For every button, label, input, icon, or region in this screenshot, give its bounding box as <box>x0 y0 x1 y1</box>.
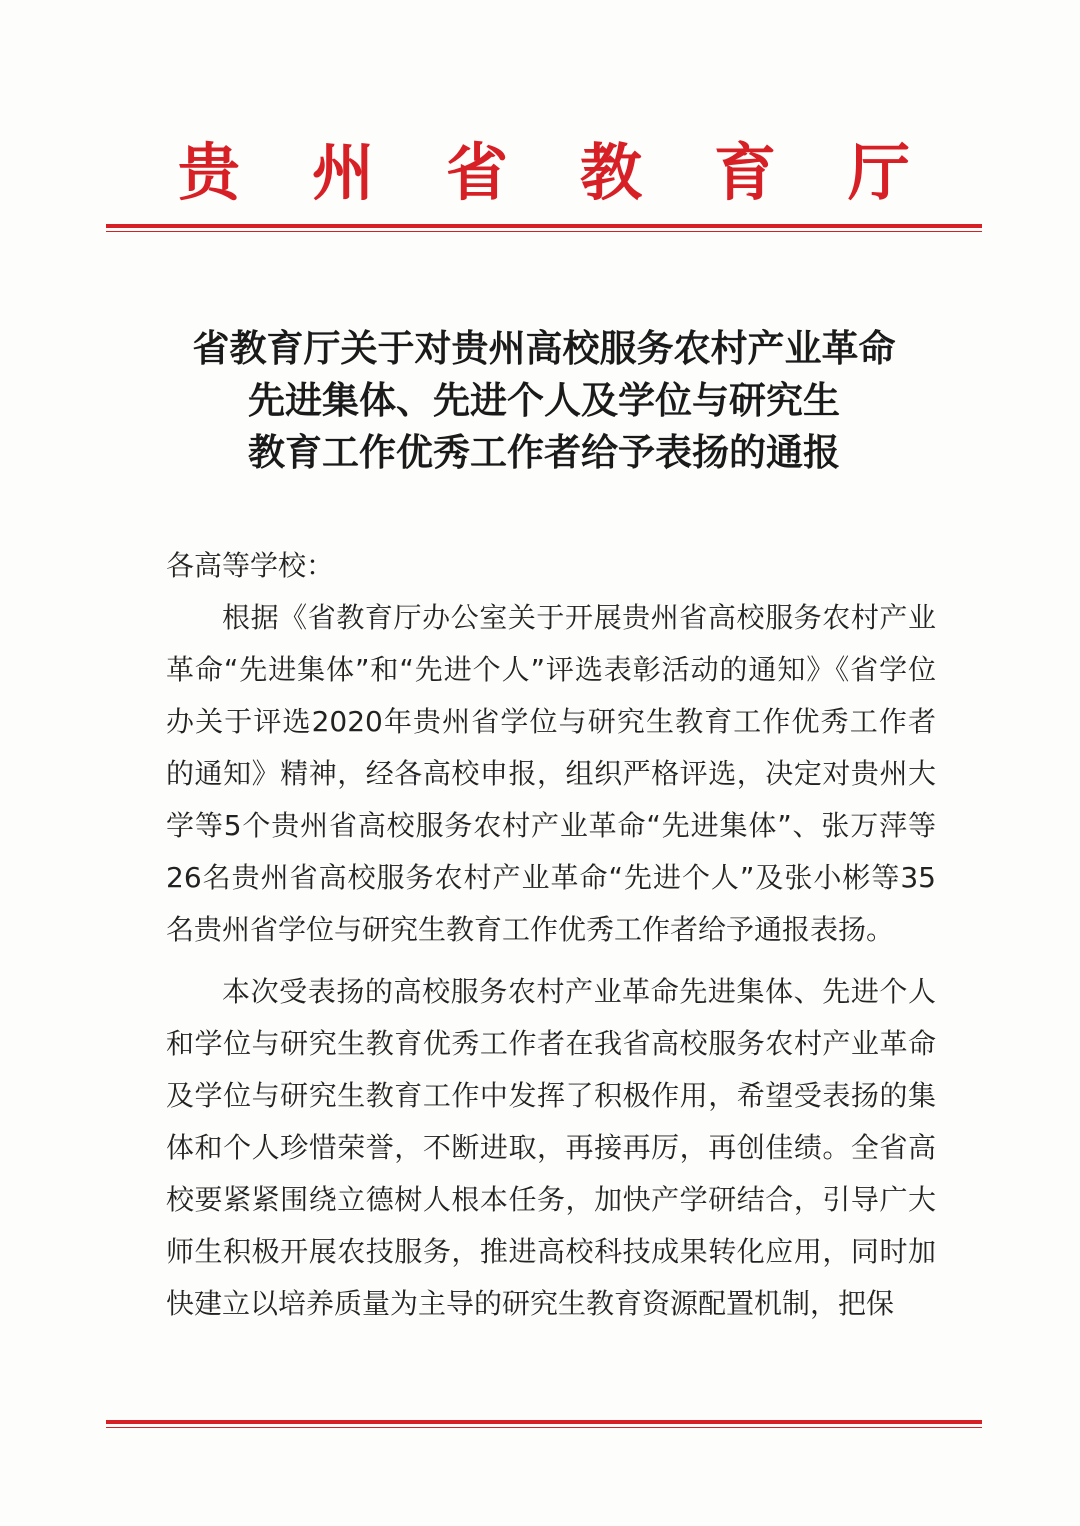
document-title <box>106 322 982 478</box>
title-line-2: 先进集体、先进个人及学位与研究生 <box>248 378 840 422</box>
paragraph-1 <box>166 592 936 956</box>
title-line-3: 教育工作优秀工作者给予表扬的通报 <box>248 430 840 474</box>
footer-rule-thick <box>106 1420 982 1424</box>
red-rule-thin <box>106 231 982 232</box>
paragraph-1-text: 根据《省教育厅办公室关于开展贵州省高校服务农村产业革命“先进集体”和“先进个人”评选表彰活动的通知》《省学位办关于评选2020年贵州省学位与研究生教育工作优秀工作者的通知》精神，经各高校申报，组织严格评选，决定对贵州大学等5个贵州省高校服务农村产业革命“先进集体”、张万萍等26名贵州省高校服务农村产业革命“先进个人”及张小彬等35名贵州省学位与研究生教育工作优秀工作者给予通报表扬。 <box>166 601 936 946</box>
paragraph-2 <box>166 966 936 1330</box>
letterhead <box>106 128 982 218</box>
red-rule-thick <box>106 224 982 228</box>
document-body <box>166 540 936 1330</box>
salutation: 各高等学校： <box>166 549 335 582</box>
title-line-1: 省教育厅关于对贵州高校服务农村产业革命 <box>192 326 896 370</box>
paragraph-2-text: 本次受表扬的高校服务农村产业革命先进集体、先进个人和学位与研究生教育优秀工作者在我省高校服务农村产业革命及学位与研究生教育工作中发挥了积极作用，希望受表扬的集体和个人珍惜荣誉，不断进取，再接再厉，再创佳绩。全省高校要紧紧围绕立德树人根本任务，加快产学研结合，引导广大师生积极开展农技服务，推进高校科技成果转化应用，同时加快建立以培养质量为主导的研究生教育资源配置机制，把保 <box>166 975 936 1320</box>
footer-rule-thin <box>106 1427 982 1428</box>
footer-red-rule <box>106 1420 982 1428</box>
letterhead-org-name: 贵州省教育厅 <box>178 136 983 209</box>
letterhead-red-rule <box>106 224 982 232</box>
